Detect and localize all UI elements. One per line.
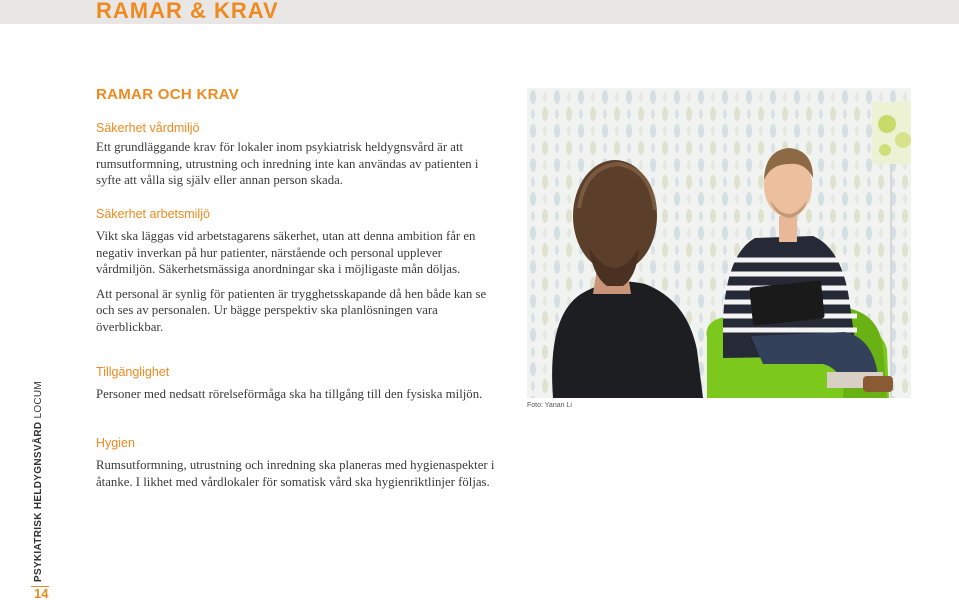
consultation-photo <box>527 88 911 398</box>
paragraph: Ett grundläggande krav för lokaler inom psykiatrisk heldygnsvård är att rumsutformning, utrustning och inredning inte kan användas av patienten i syfte att vålla sig själv eller annan person skada. <box>96 140 479 188</box>
publication-name-bold: PSYKIATRISK HELDYGNSVÅRD <box>33 421 44 582</box>
paragraph: Vikt ska läggas vid arbetstagarens säkerhet, utan att denna ambition får en negativ inverkan på hur patienter, närstående och personal upplever vårdmiljön. Säkerhetsmässiga anordningar ska i möjligaste mån döljas. <box>96 229 476 277</box>
section-safety-work <box>96 206 496 336</box>
subheading: Hygien <box>96 436 135 450</box>
section-hygiene <box>96 435 496 490</box>
section-accessibility <box>96 364 496 403</box>
subheading: Tillgänglighet <box>96 365 170 379</box>
photo-caption: Foto: Yanan Li <box>527 402 572 409</box>
section-safety-care <box>96 120 496 189</box>
paragraph: Att personal är synlig för patienten är trygghetsskapande då hen både kan se och ses av personalen. Ur bägge perspektiv ska planlösningen vara överblickbar. <box>96 286 487 334</box>
page-number: 14 <box>34 586 49 600</box>
paragraph: Personer med nedsatt rörelseförmåga ska ha tillgång till den fysiska miljön. <box>96 387 483 401</box>
page-header-title: RAMAR & KRAV <box>96 0 279 23</box>
paragraph: Rumsutformning, utrustning och inredning ska planeras med hygienaspekter i åtanke. I likhet med vårdlokaler för somatisk vård ska hygienriktlinjer följas. <box>96 458 495 489</box>
publication-name-light: LOCUM <box>33 380 44 422</box>
subheading: Säkerhet arbetsmiljö <box>96 207 210 221</box>
publication-name <box>33 381 44 582</box>
section-title: RAMAR OCH KRAV <box>96 86 240 103</box>
header-band <box>0 0 959 24</box>
subheading: Säkerhet vårdmiljö <box>96 121 200 135</box>
